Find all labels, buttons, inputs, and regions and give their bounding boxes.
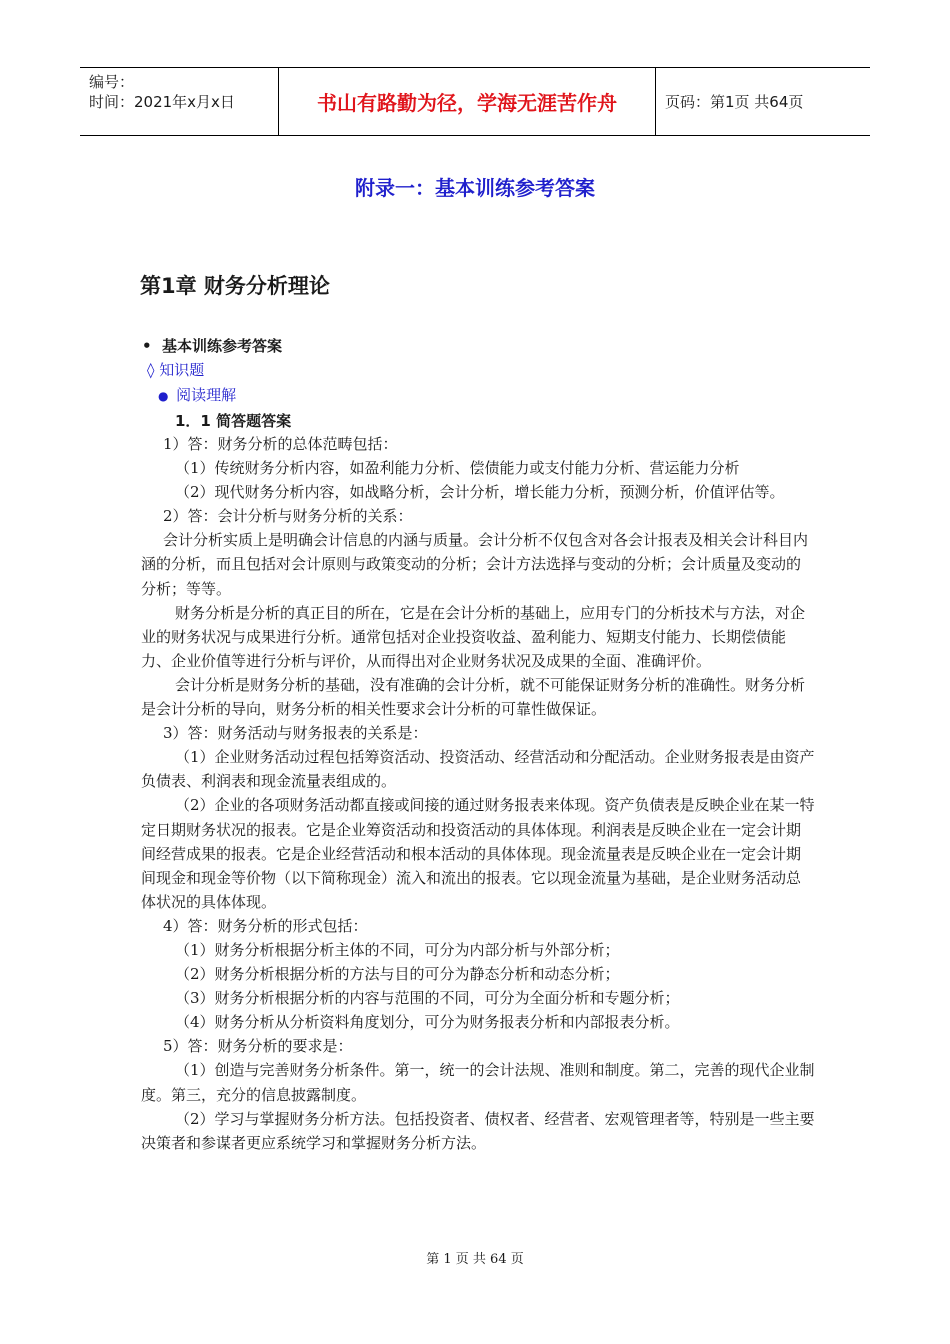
time-label: 时间：2021年x月x日 <box>89 93 235 111</box>
code-label: 编号： <box>89 73 135 91</box>
bullet-level-2 <box>147 359 204 380</box>
answer-3a: （1）企业财务活动过程包括筹资活动、投资活动、经营活动和分配活动。企业财务报表是由资产负债表、利润表和现金流量表组成的。 <box>141 748 815 791</box>
bullet-level-3 <box>158 384 236 405</box>
answer-4d: （4）财务分析从分析资料角度划分，可分为财务报表分析和内部报表分析。 <box>175 1013 680 1032</box>
header-motto: 书山有路勤为径，学海无涯苦作舟 <box>279 68 656 135</box>
diamond-icon: ◊ <box>147 361 160 379</box>
answer-2a: 会计分析实质上是明确会计信息的内涵与质量。会计分析不仅包含对各会计报表及相关会计科目内涵的分析，而且包括对会计原则与政策变动的分析；会计方法选择与变动的分析；会计质量及变动的分析；等等。 <box>141 531 809 598</box>
answer-1b: （2）现代财务分析内容，如战略分析，会计分析，增长能力分析，预测分析，价值评估等。 <box>175 483 785 502</box>
section-heading: 1．1 简答题答案 <box>175 412 292 430</box>
chapter-title: 第1章 财务分析理论 <box>140 274 330 298</box>
bullet-l1-text: 基本训练参考答案 <box>162 337 283 355</box>
question-3: 3）答：财务活动与财务报表的关系是： <box>163 724 428 743</box>
bullet-l2-text: 知识题 <box>159 361 205 379</box>
answer-5b: （2）学习与掌握财务分析方法。包括投资者、债权者、经营者、宏观管理者等，特别是一些主要决策者和参谋者更应系统学习和掌握财务分析方法。 <box>141 1109 815 1152</box>
answer-4a: （1）财务分析根据分析主体的不同，可分为内部分析与外部分析； <box>175 940 620 959</box>
question-5: 5）答：财务分析的要求是： <box>163 1037 353 1056</box>
filled-circle-icon: ● <box>158 389 177 403</box>
answer-2c: 会计分析是财务分析的基础，没有准确的会计分析，就不可能保证财务分析的准确性。财务分析是会计分析的导向，财务分析的相关性要求会计分析的可靠性做保证。 <box>141 675 806 719</box>
answer-2b: 财务分析是分析的真正目的所在，它是在会计分析的基础上，应用专门的分析技术与方法，对企业的财务状况与成果进行分析。通常包括对企业投资收益、盈利能力、短期支付能力、长期偿债能力、企业价值等进行分析与评价，从而得出对企业财务状况及成果的全面、准确评价。 <box>141 603 806 670</box>
question-1: 1）答：财务分析的总体范畴包括： <box>163 435 398 453</box>
bullet-level-1 <box>142 335 282 356</box>
answer-body <box>141 432 815 1155</box>
answer-5a: （1）创造与完善财务分析条件。第一，统一的会计法规、准则和制度。第二，完善的现代企业制度。第三，充分的信息披露制度。 <box>141 1061 815 1104</box>
bullet-dot-icon: • <box>142 337 163 355</box>
bullet-l3-text: 阅读理解 <box>176 386 237 404</box>
header-meta <box>80 68 279 135</box>
answer-4b: （2）财务分析根据分析的方法与目的可分为静态分析和动态分析； <box>175 965 620 984</box>
answer-3b: （2）企业的各项财务活动都直接或间接的通过财务报表来体现。资产负债表是反映企业在某一特定日期财务状况的报表。它是企业筹资活动和投资活动的具体体现。利润表是反映企业在一定会计期间经营成果的报表。它是企业经营活动和根本活动的具体体现。现金流量表是反映企业在一定会计期间现金和现金等价物（以下简称现金）流入和流出的报表。它以现金流量为基础，是企业财务活动总体状况的具体体现。 <box>141 796 815 911</box>
page-footer: 第 1 页 共 64 页 <box>426 1252 524 1267</box>
question-4: 4）答：财务分析的形式包括： <box>163 916 368 935</box>
answer-4c: （3）财务分析根据分析的内容与范围的不同，可分为全面分析和专题分析； <box>175 989 680 1008</box>
question-2: 2）答：会计分析与财务分析的关系： <box>163 507 413 526</box>
header-page-label: 页码：第1页 共64页 <box>665 93 804 111</box>
answer-1a: （1）传统财务分析内容，如盈利能力分析、偿债能力或支付能力分析、营运能力分析 <box>175 459 740 478</box>
page-header <box>80 67 870 136</box>
appendix-title: 附录一：基本训练参考答案 <box>355 176 595 200</box>
